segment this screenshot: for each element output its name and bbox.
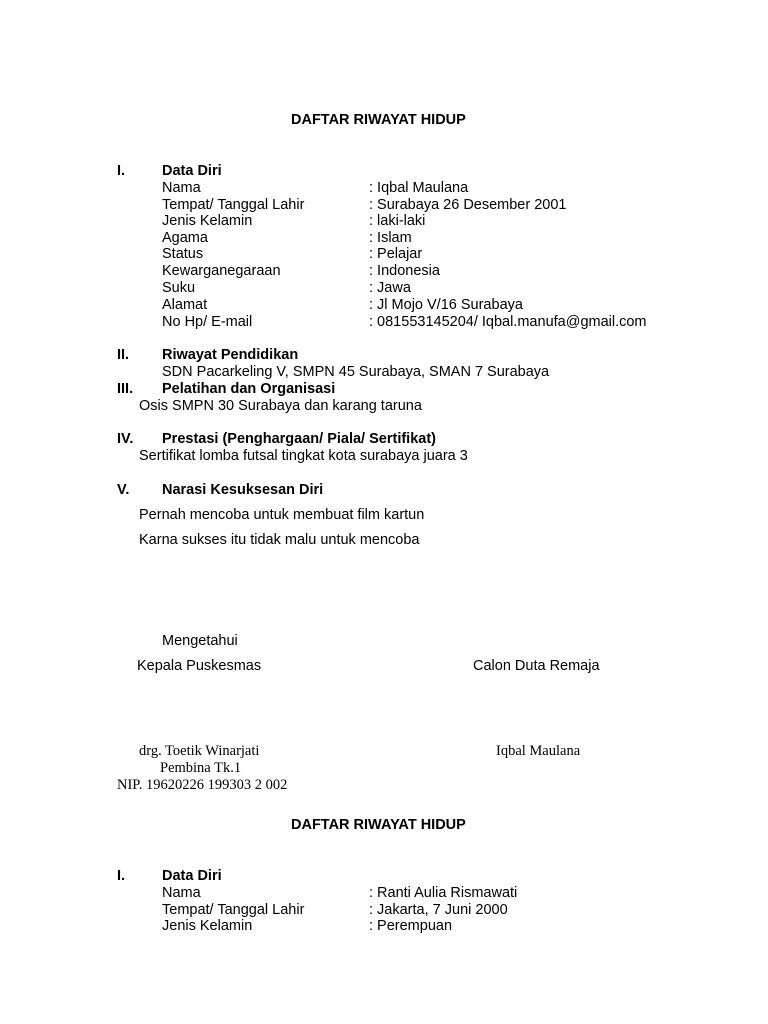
section-number: II.	[117, 347, 130, 363]
document-title: DAFTAR RIWAYAT HIDUP	[291, 817, 466, 833]
field-label: Tempat/ Tanggal Lahir	[162, 197, 305, 213]
field-label: Alamat	[162, 297, 208, 313]
field-label: Nama	[162, 180, 201, 196]
field-label: Nama	[162, 885, 201, 901]
field-label: Tempat/ Tanggal Lahir	[162, 902, 305, 918]
section-heading-prestasi: Prestasi (Penghargaan/ Piala/ Sertifikat)	[162, 431, 436, 447]
section-number: III.	[117, 381, 134, 397]
section-heading-narasi: Narasi Kesuksesan Diri	[162, 482, 324, 498]
field-label: No Hp/ E-mail	[162, 314, 253, 330]
section-content: SDN Pacarkeling V, SMPN 45 Surabaya, SMAN 7 Surabaya	[162, 364, 550, 380]
field-value: : Surabaya 26 Desember 2001	[369, 197, 567, 213]
section-number: V.	[117, 482, 130, 498]
section-number: IV.	[117, 431, 134, 447]
section-content: Sertifikat lomba futsal tingkat kota surabaya juara 3	[139, 448, 468, 464]
section-heading-pelatihan-organisasi: Pelatihan dan Organisasi	[162, 381, 336, 397]
field-value: : Iqbal Maulana	[369, 180, 469, 196]
section-number: I.	[117, 868, 126, 884]
field-value: : Islam	[369, 230, 412, 246]
field-value: : Ranti Aulia Rismawati	[369, 885, 518, 901]
left-signatory-name: drg. Toetik Winarjati	[139, 743, 260, 759]
field-value: : Jakarta, 7 Juni 2000	[369, 902, 508, 918]
left-signatory-role: Kepala Puskesmas	[137, 658, 262, 674]
field-label: Jenis Kelamin	[162, 213, 253, 229]
section-heading-data-diri: Data Diri	[162, 163, 222, 179]
acknowledge-label: Mengetahui	[162, 633, 238, 649]
document-title: DAFTAR RIWAYAT HIDUP	[291, 112, 466, 128]
narrative-line: Pernah mencoba untuk membuat film kartun	[139, 507, 425, 523]
section-heading-riwayat-pendidikan: Riwayat Pendidikan	[162, 347, 299, 363]
field-label: Status	[162, 246, 204, 262]
field-value: : Jawa	[369, 280, 411, 296]
right-signatory-name: Iqbal Maulana	[496, 743, 581, 759]
field-value: : Pelajar	[369, 246, 423, 262]
field-value: : laki-laki	[369, 213, 426, 229]
field-value: : Indonesia	[369, 263, 440, 279]
field-value: : Perempuan	[369, 918, 453, 934]
field-label: Agama	[162, 230, 208, 246]
field-label: Suku	[162, 280, 196, 296]
left-signatory-nip: NIP. 19620226 199303 2 002	[117, 777, 288, 793]
field-value: : 081553145204/ Iqbal.manufa@gmail.com	[369, 314, 647, 330]
section-content: Osis SMPN 30 Surabaya dan karang taruna	[139, 398, 422, 414]
field-value: : Jl Mojo V/16 Surabaya	[369, 297, 523, 313]
section-number: I.	[117, 163, 126, 179]
right-signatory-role: Calon Duta Remaja	[473, 658, 600, 674]
field-label: Kewarganegaraan	[162, 263, 281, 279]
left-signatory-rank: Pembina Tk.1	[160, 760, 242, 776]
field-label: Jenis Kelamin	[162, 918, 253, 934]
narrative-line: Karna sukses itu tidak malu untuk mencoba	[139, 532, 420, 548]
section-heading-data-diri: Data Diri	[162, 868, 222, 884]
